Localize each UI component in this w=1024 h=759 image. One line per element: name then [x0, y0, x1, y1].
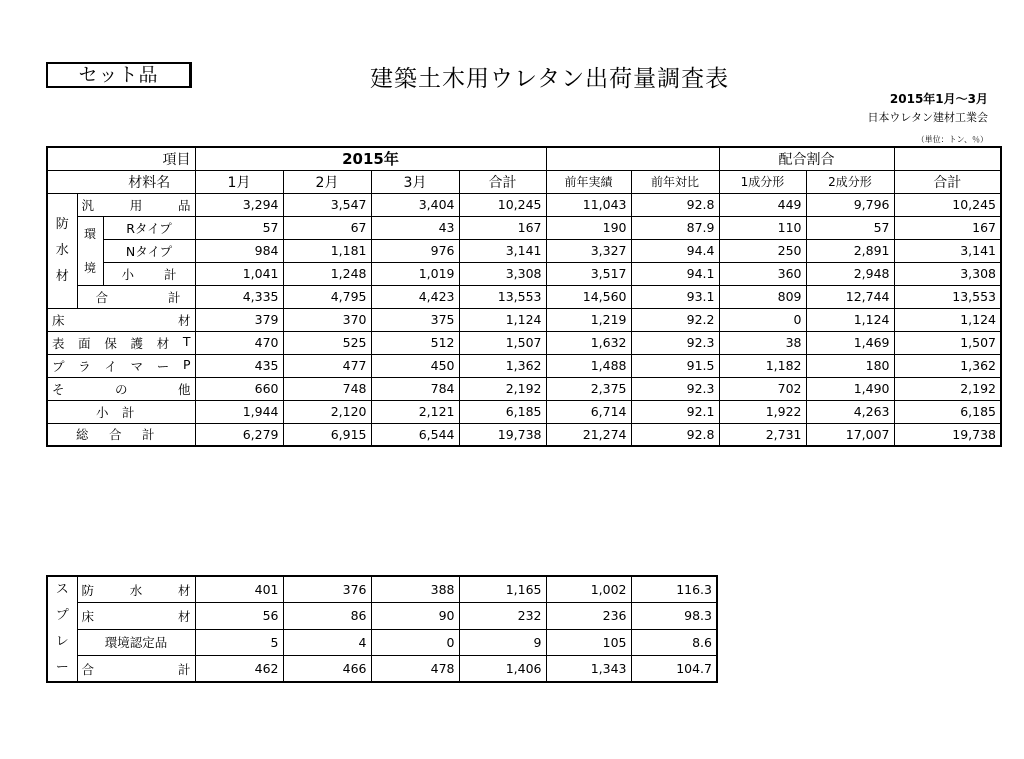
value-cell: 92.8 [631, 423, 719, 446]
table-row [47, 354, 1001, 377]
col-two-component: 2成分形 [806, 170, 894, 193]
value-cell: 180 [806, 354, 894, 377]
value-cell: 6,915 [283, 423, 371, 446]
value-cell: 0 [371, 629, 459, 656]
table-row [47, 629, 717, 656]
row-label: 合 計 [77, 285, 195, 308]
table-row [47, 377, 1001, 400]
value-cell: 57 [195, 216, 283, 239]
value-cell: 2,121 [371, 400, 459, 423]
header-row-2 [47, 170, 1001, 193]
value-cell: 702 [719, 377, 806, 400]
value-cell: 1,124 [894, 308, 1001, 331]
value-cell: 376 [283, 576, 371, 603]
value-cell: 388 [371, 576, 459, 603]
value-cell: 12,744 [806, 285, 894, 308]
table-row [47, 308, 1001, 331]
value-cell: 1,002 [546, 576, 631, 603]
material-name-header: 材料名 [47, 170, 195, 193]
organization-label: 日本ウレタン建材工業会 [867, 111, 988, 124]
value-cell: 1,219 [546, 308, 631, 331]
env-group-label: 環 境 [77, 216, 103, 285]
col-one-component: 1成分形 [719, 170, 806, 193]
value-cell: 11,043 [546, 193, 631, 216]
value-cell: 92.1 [631, 400, 719, 423]
value-cell: 190 [546, 216, 631, 239]
value-cell: 0 [719, 308, 806, 331]
value-cell: 2,731 [719, 423, 806, 446]
value-cell: 94.4 [631, 239, 719, 262]
value-cell: 105 [546, 629, 631, 656]
value-cell: 1,469 [806, 331, 894, 354]
value-cell: 809 [719, 285, 806, 308]
mix-ratio-header: 配合割合 [719, 147, 894, 170]
row-label: Nタイプ [103, 239, 195, 262]
value-cell: 375 [371, 308, 459, 331]
value-cell: 3,547 [283, 193, 371, 216]
value-cell: 784 [371, 377, 459, 400]
value-cell: 6,279 [195, 423, 283, 446]
value-cell: 1,181 [283, 239, 371, 262]
value-cell: 2,375 [546, 377, 631, 400]
table-row [47, 576, 717, 603]
value-cell: 3,308 [459, 262, 546, 285]
value-cell: 449 [719, 193, 806, 216]
value-cell: 976 [371, 239, 459, 262]
header-row-1 [47, 147, 1001, 170]
value-cell: 660 [195, 377, 283, 400]
table-row [47, 216, 1001, 239]
value-cell: 478 [371, 656, 459, 683]
table-row [47, 262, 1001, 285]
value-cell: 94.1 [631, 262, 719, 285]
col-prev-year: 前年実績 [546, 170, 631, 193]
value-cell: 1,490 [806, 377, 894, 400]
year-header: 2015年 [195, 147, 546, 170]
value-cell: 4,795 [283, 285, 371, 308]
spray-group-label: ス プ レ ー [47, 576, 77, 682]
value-cell: 98.3 [631, 603, 717, 630]
value-cell: 92.8 [631, 193, 719, 216]
row-label: 合 計 [77, 656, 195, 683]
set-product-label: セット品 [46, 62, 192, 88]
value-cell: 1,944 [195, 400, 283, 423]
value-cell: 167 [459, 216, 546, 239]
value-cell: 38 [719, 331, 806, 354]
value-cell: 1,488 [546, 354, 631, 377]
row-label: 防 水 材 [77, 576, 195, 603]
table-row [47, 656, 717, 683]
table-row [47, 239, 1001, 262]
value-cell: 10,245 [459, 193, 546, 216]
value-cell: 250 [719, 239, 806, 262]
value-cell: 90 [371, 603, 459, 630]
value-cell: 1,362 [894, 354, 1001, 377]
value-cell: 19,738 [459, 423, 546, 446]
value-cell: 92.3 [631, 377, 719, 400]
shipment-table [46, 146, 1002, 447]
col-ratio-total: 合計 [894, 170, 1001, 193]
table-row [47, 603, 717, 630]
row-label: 小 計 [103, 262, 195, 285]
value-cell: 9,796 [806, 193, 894, 216]
value-cell: 13,553 [894, 285, 1001, 308]
value-cell: 17,007 [806, 423, 894, 446]
value-cell: 167 [894, 216, 1001, 239]
value-cell: 1,248 [283, 262, 371, 285]
value-cell: 57 [806, 216, 894, 239]
value-cell: 466 [283, 656, 371, 683]
row-label: Rタイプ [103, 216, 195, 239]
value-cell: 4,423 [371, 285, 459, 308]
value-cell: 87.9 [631, 216, 719, 239]
page-title: 建築土木用ウレタン出荷量調査表 [370, 66, 730, 92]
col-feb: 2月 [283, 170, 371, 193]
value-cell: 3,308 [894, 262, 1001, 285]
value-cell: 370 [283, 308, 371, 331]
row-label: 汎 用 品 [77, 193, 195, 216]
value-cell: 67 [283, 216, 371, 239]
value-cell: 232 [459, 603, 546, 630]
value-cell: 401 [195, 576, 283, 603]
table-row [47, 331, 1001, 354]
value-cell: 2,192 [459, 377, 546, 400]
value-cell: 19,738 [894, 423, 1001, 446]
col-mar: 3月 [371, 170, 459, 193]
value-cell: 1,041 [195, 262, 283, 285]
value-cell: 43 [371, 216, 459, 239]
value-cell: 984 [195, 239, 283, 262]
value-cell: 1,124 [459, 308, 546, 331]
value-cell: 1,182 [719, 354, 806, 377]
value-cell: 6,185 [459, 400, 546, 423]
table-row [47, 400, 1001, 423]
value-cell: 470 [195, 331, 283, 354]
waterproof-group-label: 防 水 材 [47, 193, 77, 308]
spray-table [46, 575, 718, 683]
table-row [47, 285, 1001, 308]
value-cell: 93.1 [631, 285, 719, 308]
value-cell: 8.6 [631, 629, 717, 656]
value-cell: 3,294 [195, 193, 283, 216]
value-cell: 3,141 [459, 239, 546, 262]
value-cell: 1,507 [894, 331, 1001, 354]
row-label: そ の 他 [47, 377, 195, 400]
value-cell: 462 [195, 656, 283, 683]
col-total: 合計 [459, 170, 546, 193]
col-yoy: 前年対比 [631, 170, 719, 193]
value-cell: 14,560 [546, 285, 631, 308]
col-jan: 1月 [195, 170, 283, 193]
value-cell: 21,274 [546, 423, 631, 446]
value-cell: 5 [195, 629, 283, 656]
value-cell: 379 [195, 308, 283, 331]
period-label: 2015年1月～3月 [889, 92, 988, 106]
value-cell: 1,507 [459, 331, 546, 354]
value-cell: 92.2 [631, 308, 719, 331]
value-cell: 1,124 [806, 308, 894, 331]
value-cell: 3,141 [894, 239, 1001, 262]
row-label: 小 計 [47, 400, 195, 423]
value-cell: 2,120 [283, 400, 371, 423]
table-row [47, 423, 1001, 446]
value-cell: 6,544 [371, 423, 459, 446]
value-cell: 3,327 [546, 239, 631, 262]
value-cell: 1,406 [459, 656, 546, 683]
value-cell: 6,185 [894, 400, 1001, 423]
row-label: 床 材 [47, 308, 195, 331]
value-cell: 110 [719, 216, 806, 239]
value-cell: 2,948 [806, 262, 894, 285]
value-cell: 4,335 [195, 285, 283, 308]
value-cell: 1,343 [546, 656, 631, 683]
value-cell: 3,404 [371, 193, 459, 216]
value-cell: 9 [459, 629, 546, 656]
value-cell: 477 [283, 354, 371, 377]
value-cell: 1,165 [459, 576, 546, 603]
value-cell: 360 [719, 262, 806, 285]
row-label: 表 面 保 護 材 T [47, 331, 195, 354]
value-cell: 6,714 [546, 400, 631, 423]
value-cell: 86 [283, 603, 371, 630]
value-cell: 2,192 [894, 377, 1001, 400]
value-cell: 450 [371, 354, 459, 377]
value-cell: 525 [283, 331, 371, 354]
value-cell: 2,891 [806, 239, 894, 262]
item-header: 項目 [47, 147, 195, 170]
value-cell: 116.3 [631, 576, 717, 603]
value-cell: 1,362 [459, 354, 546, 377]
value-cell: 4,263 [806, 400, 894, 423]
value-cell: 1,922 [719, 400, 806, 423]
value-cell: 10,245 [894, 193, 1001, 216]
value-cell: 435 [195, 354, 283, 377]
row-label: 床 材 [77, 603, 195, 630]
value-cell: 236 [546, 603, 631, 630]
value-cell: 512 [371, 331, 459, 354]
row-label: 総 合 計 [47, 423, 195, 446]
value-cell: 91.5 [631, 354, 719, 377]
value-cell: 1,019 [371, 262, 459, 285]
value-cell: 104.7 [631, 656, 717, 683]
value-cell: 56 [195, 603, 283, 630]
value-cell: 748 [283, 377, 371, 400]
value-cell: 1,632 [546, 331, 631, 354]
value-cell: 3,517 [546, 262, 631, 285]
table-row [47, 193, 1001, 216]
row-label: プ ラ イ マ ー P [47, 354, 195, 377]
value-cell: 4 [283, 629, 371, 656]
value-cell: 13,553 [459, 285, 546, 308]
unit-label: （単位：トン、％） [916, 135, 988, 144]
value-cell: 92.3 [631, 331, 719, 354]
row-label: 環境認定品 [77, 629, 195, 656]
